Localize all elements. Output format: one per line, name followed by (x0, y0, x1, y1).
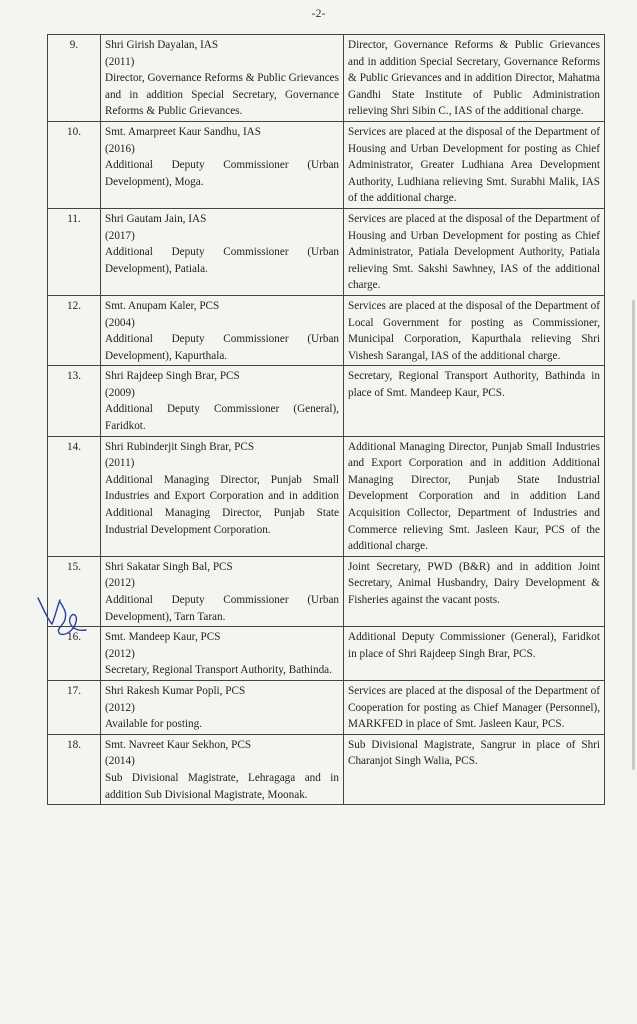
serial-number: 14. (48, 436, 101, 556)
batch-year: (2012) (105, 701, 135, 714)
serial-number: 18. (48, 734, 101, 804)
batch-year: (2012) (105, 577, 135, 590)
officer-name: Smt. Anupam Kaler, PCS (105, 299, 220, 312)
batch-year: (2004) (105, 316, 135, 329)
serial-number: 12. (48, 295, 101, 365)
officer-cell (101, 436, 344, 556)
current-posting: Additional Deputy Commissioner (Urban Development), Moga. (105, 159, 339, 188)
new-posting: Services are placed at the disposal of the Department of Housing and Urban Development for posting as Chief Administrator, Greater Ludhiana Area Development Authority, Ludhiana relieving Smt. Surabhi Malik, IAS of the additional charge. (344, 121, 605, 208)
table-row (48, 734, 605, 804)
table-row (48, 680, 605, 734)
new-posting: Additional Managing Director, Punjab Small Industries and Export Corporation and in addition Additional Managing Director, Punjab State Industrial Development Corporation and in addition Land Acquisition Collector, Department of Industries and Commerce relieving Smt. Jasleen Kaur, PCS of the additional charge. (344, 436, 605, 556)
serial-number: 15. (48, 556, 101, 626)
officer-name: Smt. Navreet Kaur Sekhon, PCS (105, 738, 252, 751)
batch-year: (2017) (105, 229, 135, 242)
current-posting: Sub Divisional Magistrate, Lehragaga and in addition Sub Divisional Magistrate, Moonak. (105, 771, 339, 801)
new-posting: Services are placed at the disposal of the Department of Cooperation for posting as Chief Manager (Personnel), MARKFED in place of Smt. Jasleen Kaur, PCS. (344, 680, 605, 734)
serial-number: 9. (48, 35, 101, 122)
officer-name: Shri Rubinderjit Singh Brar, PCS (105, 440, 255, 453)
handwritten-signature (34, 590, 94, 640)
officer-cell (101, 121, 344, 208)
table-row (48, 35, 605, 122)
batch-year: (2011) (105, 55, 135, 68)
officer-name: Shri Sakatar Singh Bal, PCS (105, 560, 233, 573)
officer-name: Shri Girish Dayalan, IAS (105, 39, 219, 51)
batch-year: (2009) (105, 386, 135, 399)
officer-cell (101, 35, 344, 122)
officer-name: Smt. Amarpreet Kaur Sandhu, IAS (105, 125, 261, 138)
current-posting: Additional Deputy Commissioner (General), Faridkot. (105, 403, 339, 433)
table-row (48, 556, 605, 626)
officer-cell (101, 627, 344, 681)
officer-name: Smt. Mandeep Kaur, PCS (105, 631, 221, 644)
serial-number: 11. (48, 208, 101, 295)
table-row (48, 121, 605, 208)
table-row (48, 366, 605, 436)
new-posting: Secretary, Regional Transport Authority, Bathinda in place of Smt. Mandeep Kaur, PCS. (344, 366, 605, 436)
table-row (48, 436, 605, 556)
new-posting: Services are placed at the disposal of the Department of Housing and Urban Development for posting as Chief Administrator, Patiala Development Authority, Patiala relieving Smt. Sakshi Sawhney, IAS of the additional charge. (344, 208, 605, 295)
officer-cell (101, 680, 344, 734)
new-posting: Sub Divisional Magistrate, Sangrur in place of Shri Charanjot Singh Walia, PCS. (344, 734, 605, 804)
current-posting: Additional Deputy Commissioner (Urban Development), Kapurthala. (105, 333, 339, 362)
current-posting: Secretary, Regional Transport Authority, Bathinda. (105, 664, 332, 677)
current-posting: Additional Deputy Commissioner (Urban Development), Tarn Taran. (105, 594, 339, 623)
current-posting: Additional Deputy Commissioner (Urban Development), Patiala. (105, 246, 339, 275)
new-posting: Services are placed at the disposal of the Department of Local Government for posting as Commissioner, Municipal Corporation, Kapurthala relieving Shri Vishesh Sarangal, IAS of the additional charge. (344, 295, 605, 365)
officer-name: Shri Rakesh Kumar Popli, PCS (105, 684, 246, 697)
table-row (48, 208, 605, 295)
officer-name: Shri Gautam Jain, IAS (105, 212, 207, 225)
officer-name: Shri Rajdeep Singh Brar, PCS (105, 370, 240, 383)
page-number: -2- (311, 6, 326, 20)
table-row (48, 295, 605, 365)
officer-cell (101, 366, 344, 436)
serial-number: 16. (48, 627, 101, 681)
serial-number: 13. (48, 366, 101, 436)
scrollbar[interactable] (632, 300, 635, 770)
batch-year: (2014) (105, 755, 135, 768)
current-posting: Additional Managing Director, Punjab Small Industries and Export Corporation and in addition Additional Managing Director, Punjab State Industrial Development Corporation. (105, 473, 339, 536)
table-body (48, 35, 605, 805)
serial-number: 17. (48, 680, 101, 734)
new-posting: Joint Secretary, PWD (B&R) and in addition Joint Secretary, Animal Husbandry, Dairy Development & Fisheries against the vacant posts. (344, 556, 605, 626)
officer-cell (101, 295, 344, 365)
new-posting: Additional Deputy Commissioner (General), Faridkot in place of Shri Rajdeep Singh Brar, PCS. (344, 627, 605, 681)
current-posting: Director, Governance Reforms & Public Grievances and in addition Special Secretary, Governance Reforms & Public Grievances. (105, 72, 339, 118)
transfer-orders-table (47, 34, 605, 805)
officer-cell (101, 734, 344, 804)
current-posting: Available for posting. (105, 718, 203, 731)
officer-cell (101, 556, 344, 626)
officer-cell (101, 208, 344, 295)
table-row (48, 627, 605, 681)
batch-year: (2016) (105, 142, 135, 155)
new-posting: Director, Governance Reforms & Public Grievances and in addition Special Secretary, Governance Reforms & Public Grievances and in addition Director, Mahatma Gandhi State Institute of Public Administration relieving Shri Sibin C., IAS of the additional charge. (344, 35, 605, 122)
serial-number: 10. (48, 121, 101, 208)
batch-year: (2012) (105, 647, 135, 660)
batch-year: (2011) (105, 457, 135, 470)
